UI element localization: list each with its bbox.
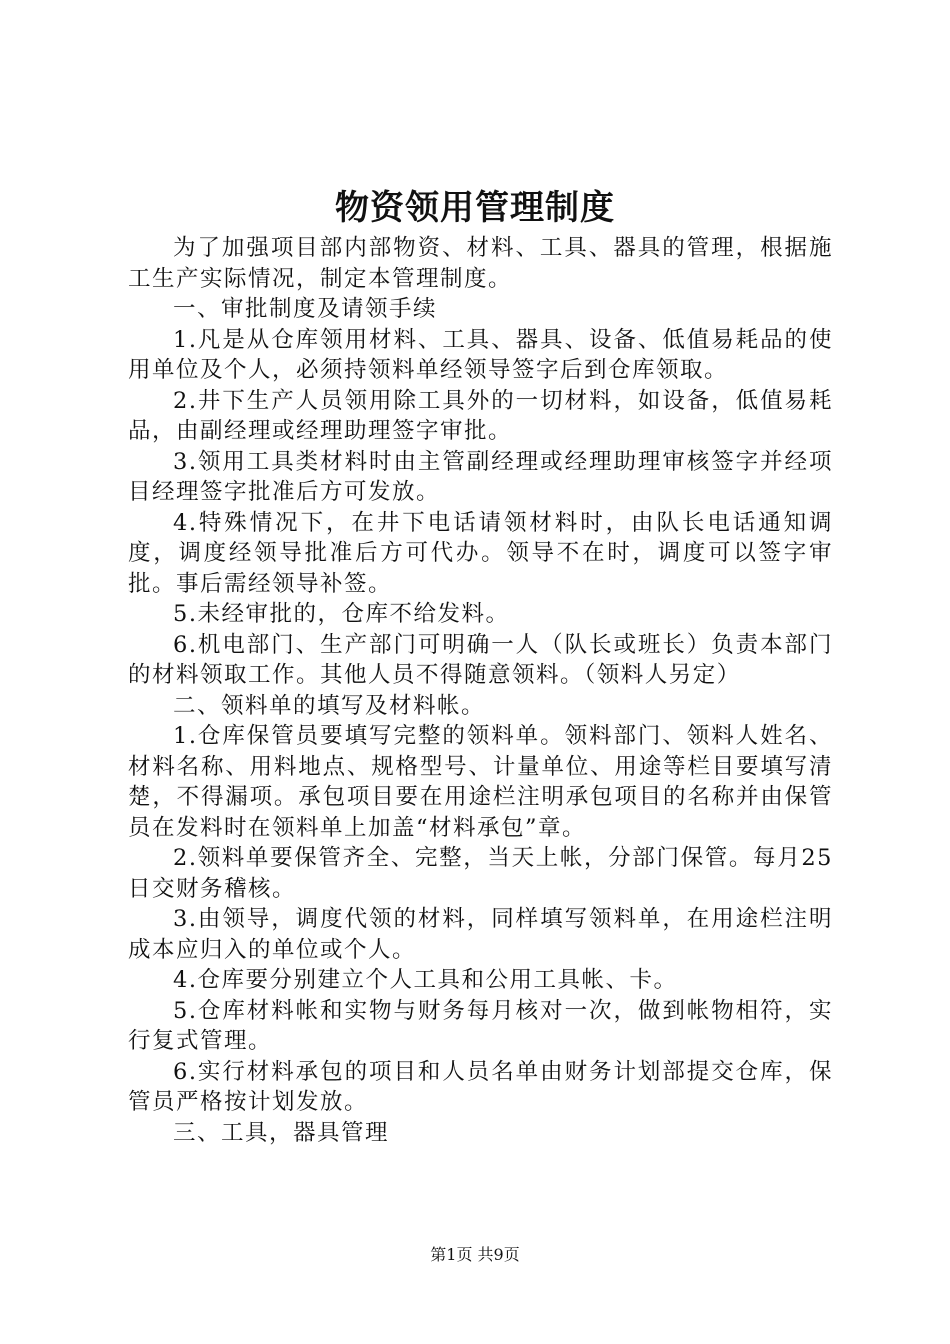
approval-item-6: 6.机电部门、生产部门可明确一人（队长或班长）负责本部门的材料领取工作。其他人员不得随意领料。（领料人另定） [128, 631, 833, 688]
approval-item-2: 2.井下生产人员领用除工具外的一切材料，如设备，低值易耗品，由副经理或经理助理签字审批。 [128, 387, 833, 444]
requisition-item-5: 5.仓库材料帐和实物与财务每月核对一次，做到帐物相符，实行复式管理。 [128, 997, 833, 1054]
approval-item-4: 4.特殊情况下，在井下电话请领材料时，由队长电话通知调度，调度经领导批准后方可代办。领导不在时，调度可以签字审批。事后需经领导补签。 [128, 509, 833, 597]
requisition-item-3: 3.由领导，调度代领的材料，同样填写领料单，在用途栏注明成本应归入的单位或个人。 [128, 906, 833, 963]
requisition-item-6: 6.实行材料承包的项目和人员名单由财务计划部提交仓库，保管员严格按计划发放。 [128, 1058, 833, 1115]
document-body [128, 233, 833, 1148]
intro-paragraph: 为了加强项目部内部物资、材料、工具、器具的管理，根据施工生产实际情况，制定本管理制度。 [128, 235, 833, 292]
requisition-item-1: 1.仓库保管员要填写完整的领料单。领料部门、领料人姓名、材料名称、用料地点、规格型号、计量单位、用途等栏目要填写清楚，不得漏项。承包项目要在用途栏注明承包项目的名称并由保管员在发料时在领料单上加盖“材料承包”章。 [128, 723, 833, 841]
section-heading-approval: 一、审批制度及请领手续 [173, 296, 438, 322]
approval-item-5: 5.未经审批的，仓库不给发料。 [173, 601, 510, 627]
approval-item-3: 3.领用工具类材料时由主管副经理或经理助理审核签字并经项目经理签字批准后方可发放。 [128, 448, 833, 505]
approval-item-1: 1.凡是从仓库领用材料、工具、器具、设备、低值易耗品的使用单位及个人，必须持领料单经领导签字后到仓库领取。 [128, 326, 833, 383]
requisition-item-2: 2.领料单要保管齐全、完整，当天上帐，分部门保管。每月25日交财务稽核。 [128, 845, 833, 902]
section-heading-tools: 三、工具，器具管理 [173, 1119, 390, 1146]
requisition-item-4: 4.仓库要分别建立个人工具和公用工具帐、卡。 [173, 967, 678, 993]
section-heading-requisition: 二、领料单的填写及材料帐。 [173, 692, 486, 719]
document-title: 物资领用管理制度 [335, 188, 615, 228]
page-footer: 第1页 共9页 [430, 1245, 520, 1264]
